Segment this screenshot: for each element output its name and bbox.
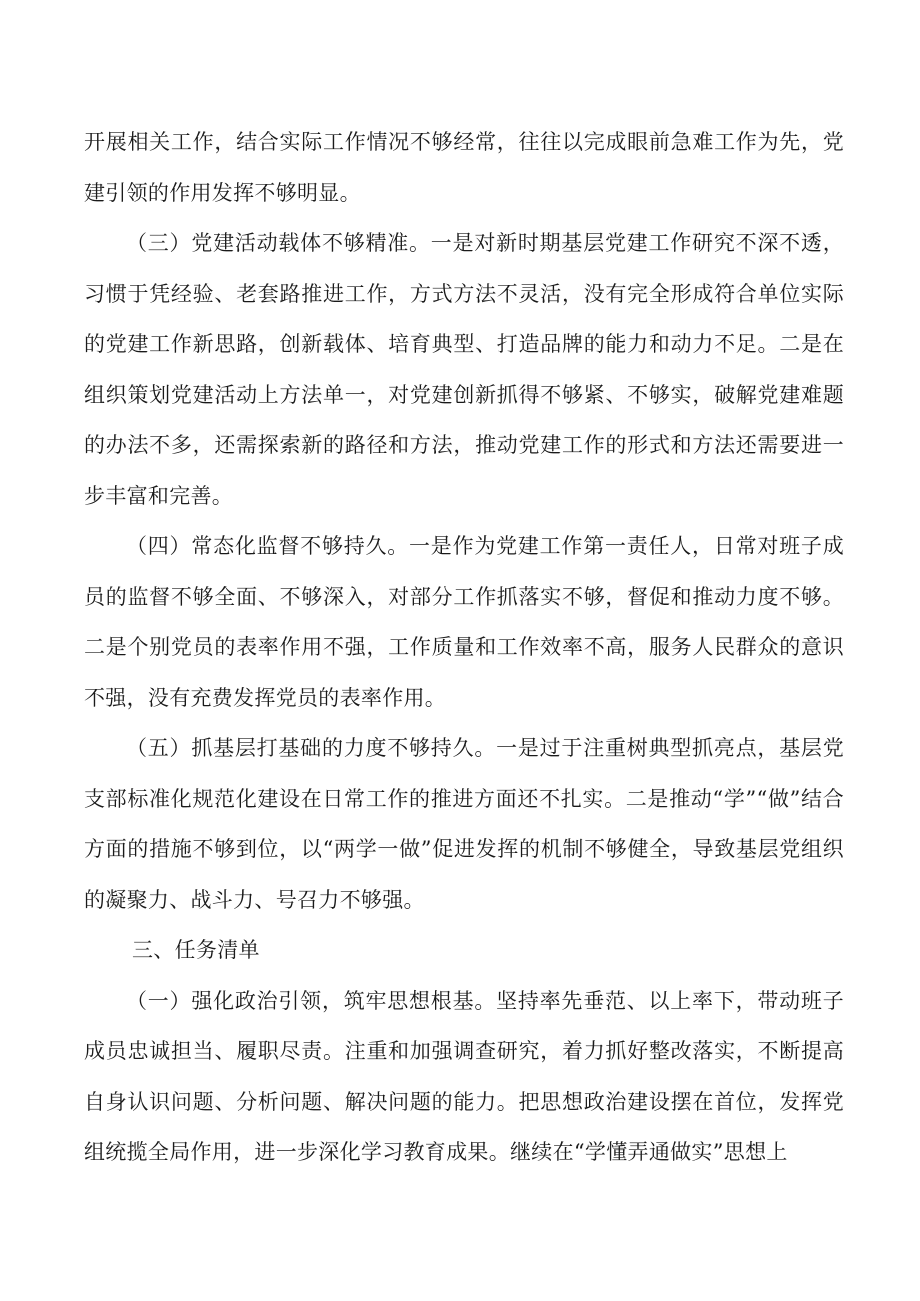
section-heading-task-list: 三、任务清单 (132, 938, 260, 962)
paragraph-section-3: （三）党建活动载体不够精准。一是对新时期基层党建工作研究不深不透，习惯于凭经验、老套路推进工作，方式方法不灵活，没有完全形成符合单位实际的党建工作新思路，创新载体、培育典型、打造品牌的能力和动力不足。二是在组织策划党建活动上方法单一，对党建创新抓得不够紧、不够实，破解党建难题的办法不多，还需探索新的路径和方法，推动党建工作的形式和方法还需要进一步丰富和完善。 (84, 231, 844, 508)
paragraph-task-1: （一）强化政治引领，筑牢思想根基。坚持率先垂范、以上率下，带动班子成员忠诚担当、履职尽责。注重和加强调查研究，着力抓好整改落实，不断提高自身认识问题、分析问题、解决问题的能力。把思想政治建设摆在首位，发挥党组统揽全局作用，进一步深化学习教育成果。继续在“学懂弄通做实”思想上 (84, 988, 844, 1164)
paragraph-section-4: （四）常态化监督不够持久。一是作为党建工作第一责任人，日常对班子成员的监督不够全面、不够深入，对部分工作抓落实不够，督促和推动力度不够。二是个别党员的表率作用不强，工作质量和工作效率不高，服务人民群众的意识不强，没有充费发挥党员的表率作用。 (84, 534, 844, 710)
paragraph-continuation: 开展相关工作，结合实际工作情况不够经常，往往以完成眼前急难工作为先，党建引领的作用发挥不够明显。 (84, 130, 844, 205)
document-body (84, 117, 844, 1178)
paragraph-section-5: （五）抓基层打基础的力度不够持久。一是过于注重树典型抓亮点，基层党支部标准化规范化建设在日常工作的推进方面还不扎实。二是推动“学”“做”结合方面的措施不够到位，以“两学一做”促进发挥的机制不够健全，导致基层党组织的凝聚力、战斗力、号召力不够强。 (84, 736, 844, 912)
